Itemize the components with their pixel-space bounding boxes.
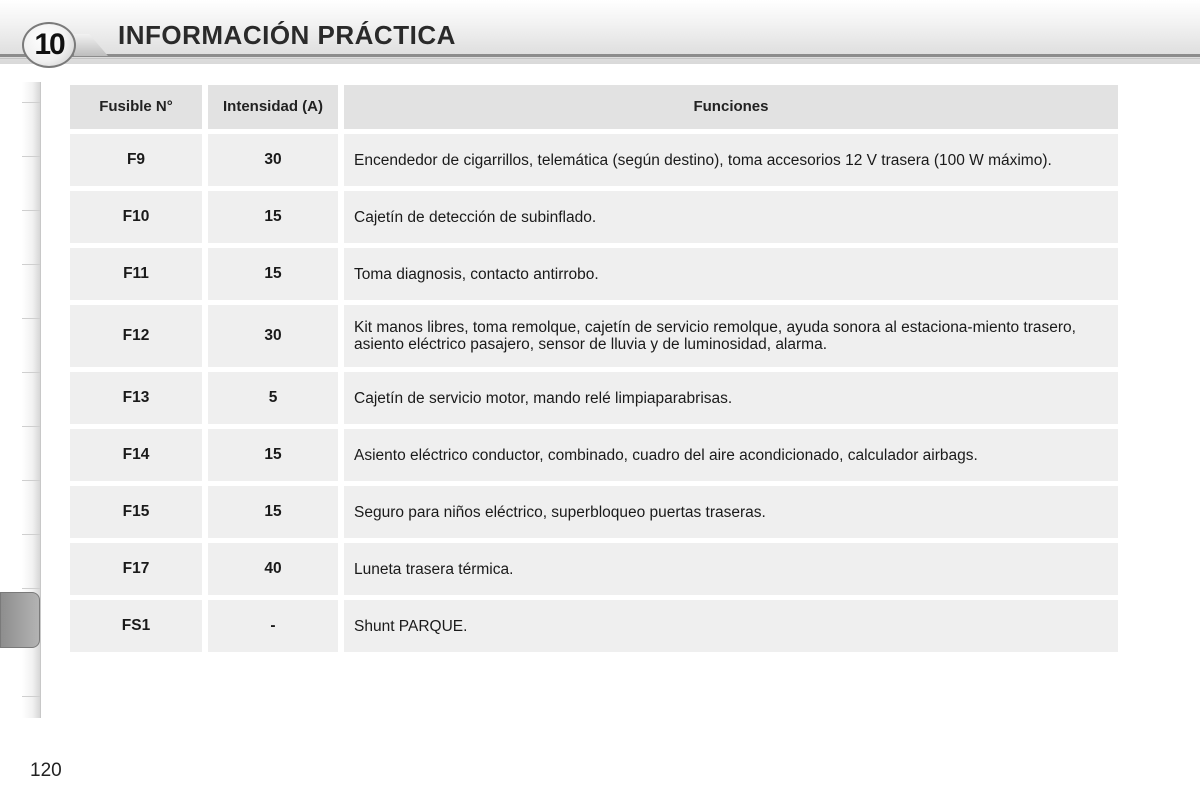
header-fuse: Fusible N° [70,85,202,129]
fuse-function: Asiento eléctrico conductor, combinado, cuadro del aire acondicionado, calculador airbags. [344,429,1118,481]
fuse-amps: 40 [208,543,338,595]
fuse-amps: - [208,600,338,652]
side-tab-divider [22,588,40,589]
side-tab-divider [22,426,40,427]
side-tab-divider [22,534,40,535]
fuse-id: F14 [70,429,202,481]
header-functions: Funciones [344,85,1118,129]
fuse-id: F13 [70,372,202,424]
fuse-function: Encendedor de cigarrillos, telemática (según destino), toma accesorios 12 V trasera (100 W máximo). [344,134,1118,186]
fuse-function: Shunt PARQUE. [344,600,1118,652]
fuse-id: F12 [70,305,202,367]
side-tab-divider [22,480,40,481]
table-row [70,543,1118,595]
chapter-side-tabs [0,82,42,722]
side-tab-divider [22,102,40,103]
page-number: 120 [30,760,62,781]
page-title: INFORMACIÓN PRÁCTICA [118,20,456,50]
table-row [70,600,1118,652]
header-divider-light [0,58,1200,59]
header-divider [0,54,1200,57]
fuse-id: F9 [70,134,202,186]
table-row [70,429,1118,481]
table-row [70,248,1118,300]
fuse-amps: 30 [208,305,338,367]
fuse-id: F15 [70,486,202,538]
table-row [70,134,1118,186]
active-chapter-tab[interactable] [0,592,40,648]
side-tab-divider [22,210,40,211]
table-row [70,486,1118,538]
fuse-amps: 15 [208,486,338,538]
table-row [70,372,1118,424]
chapter-badge: 10 [22,22,76,68]
fuse-function: Luneta trasera térmica. [344,543,1118,595]
fuse-amps: 30 [208,134,338,186]
fuse-id: FS1 [70,600,202,652]
side-tab-divider [22,696,40,697]
fuse-amps: 15 [208,429,338,481]
fuse-amps: 5 [208,372,338,424]
fuse-id: F10 [70,191,202,243]
fuse-function: Cajetín de servicio motor, mando relé limpiaparabrisas. [344,372,1118,424]
header-intensity: Intensidad (A) [208,85,338,129]
table-header-row [70,85,1118,129]
fuse-function: Cajetín de detección de subinflado. [344,191,1118,243]
side-tab-divider [22,318,40,319]
fuse-table [64,80,1124,657]
fuse-function: Kit manos libres, toma remolque, cajetín de servicio remolque, ayuda sonora al estaciona-miento trasero, asiento eléctrico pasajero, sensor de lluvia y de luminosidad, alarma. [344,305,1118,367]
fuse-function: Toma diagnosis, contacto antirrobo. [344,248,1118,300]
fuse-amps: 15 [208,191,338,243]
fuse-function: Seguro para niños eléctrico, superbloqueo puertas traseras. [344,486,1118,538]
side-tab-divider [22,372,40,373]
fuse-id: F17 [70,543,202,595]
side-tab-divider [22,264,40,265]
table-row [70,191,1118,243]
side-tab-divider [22,156,40,157]
table-row [70,305,1118,367]
fuse-id: F11 [70,248,202,300]
fuse-amps: 15 [208,248,338,300]
